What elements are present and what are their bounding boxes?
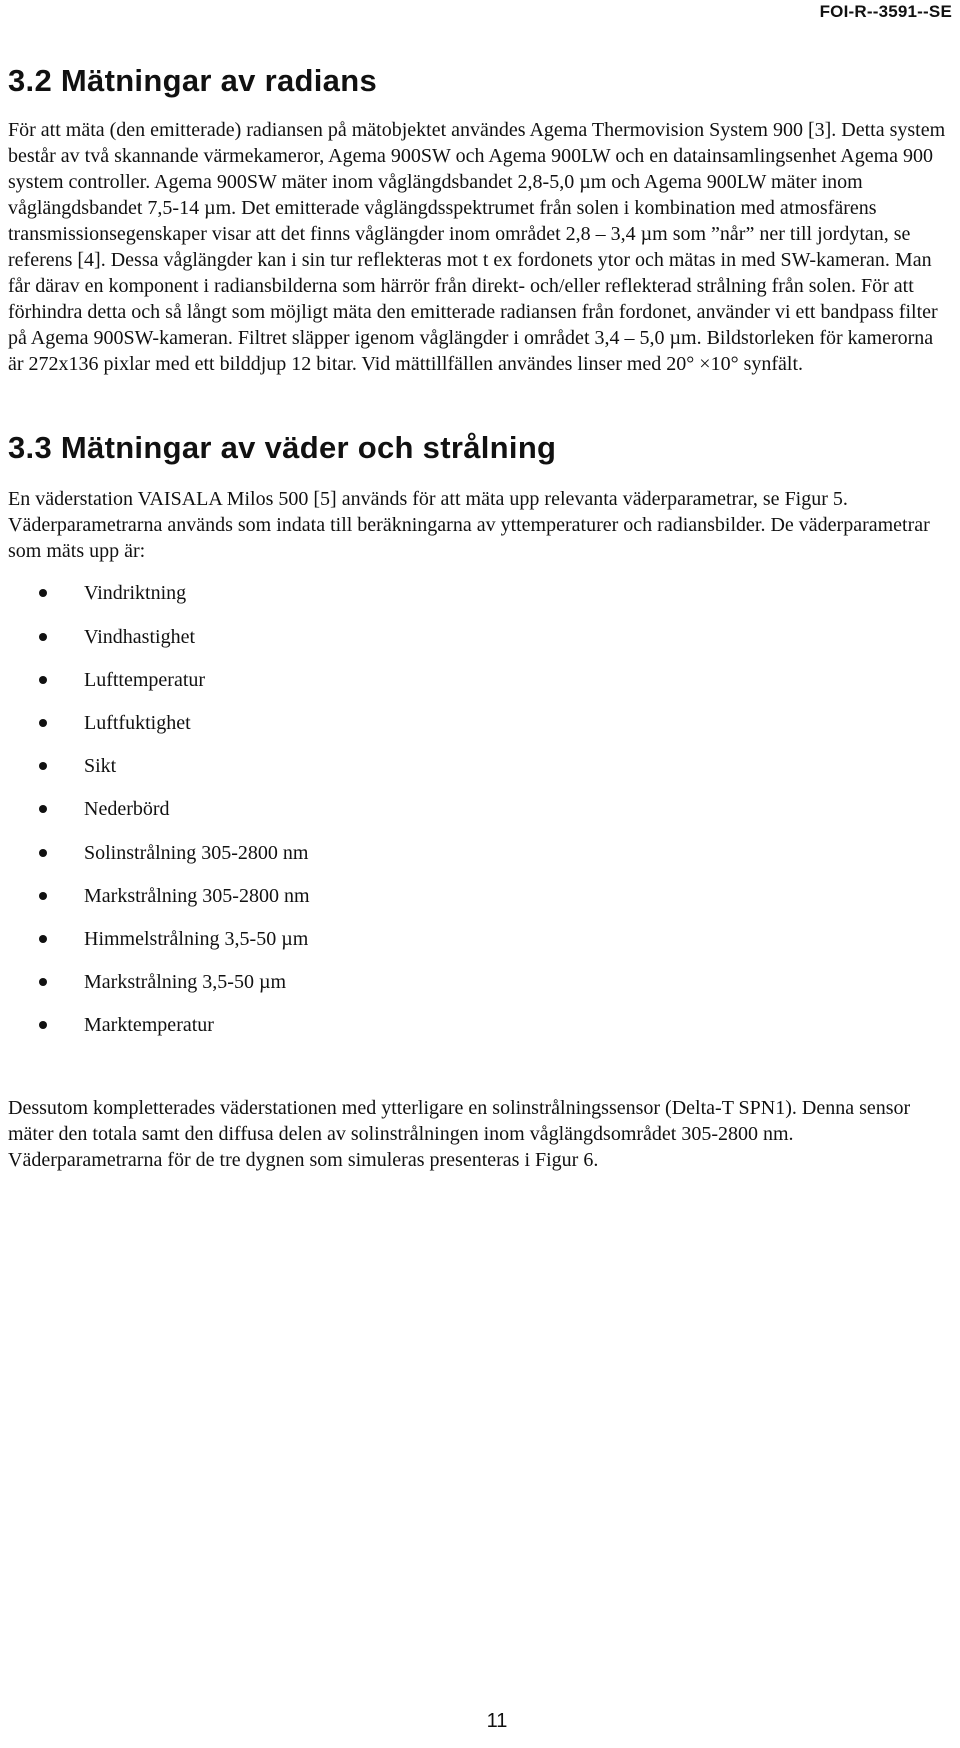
section-heading-3-3: 3.3 Mätningar av väder och strålning xyxy=(8,430,557,466)
section-3-3-outro: Dessutom kompletterades väderstationen med ytterligare en solinstrålningssensor (Delta-T SPN1). Denna sensor mäter den totala samt den diffusa delen av solinstrålningen inom våglängdsområdet 305-2800 nm. Väderparametrarna för de tre dygnen som simuleras presenteras i Figur 6. xyxy=(8,1097,911,1172)
weather-parameter-list xyxy=(8,580,948,1055)
list-item-label: Solinstrålning 305-2800 nm xyxy=(84,841,309,864)
list-item xyxy=(8,1012,948,1055)
bullet-icon xyxy=(39,719,47,727)
list-item-label: Markstrålning 305-2800 nm xyxy=(84,884,310,907)
bullet-icon xyxy=(39,1021,47,1029)
list-item xyxy=(8,667,948,710)
list-item xyxy=(8,753,948,796)
section-3-2-paragraph: För att mäta (den emitterade) radiansen på mätobjektet användes Agema Thermovision System 900 [3]. Detta system består av två skannande värmekameror, Agema 900SW och Agema 900LW och en datainsamlingsenhet Agema 900 system controller. Agema 900SW mäter inom våglängdsbandet 2,8-5,0 µm och Agema 900LW mäter inom våglängdsbandet 7,5-14 µm. Det emitterade våglängdsspektrumet från solen i kombination med atmosfärens transmissionsegenskaper visar att det finns våglängder inom området 2,8 – 3,4 µm som ”når” ner till jordytan, se referens [4]. Dessa våglängder kan i sin tur reflekteras mot t ex fordonets ytor och mätas in med SW-kameran. Man får därav en komponent i radiansbilderna som härrör från direkt- och/eller reflekterad strålning från solen. För att förhindra detta och så långt som möjligt mäta den emitterade radiansen från fordonet, använder vi ett bandpass filter på Agema 900SW-kameran. Filtret släpper igenom våglängder i området 3,4 – 5,0 µm. Bildstorleken för kamerorna är 272x136 pixlar med ett bilddjup 12 bitar. Vid mättillfällen användes linser med 20° ×10° synfält. xyxy=(8,119,946,376)
bullet-icon xyxy=(39,978,47,986)
page-content xyxy=(8,62,948,1173)
list-item-label: Nederbörd xyxy=(84,798,170,821)
list-item xyxy=(8,969,948,1012)
list-item-label: Vindriktning xyxy=(84,582,187,605)
list-item xyxy=(8,624,948,667)
list-item-label: Markstrålning 3,5-50 µm xyxy=(84,971,287,994)
list-item-label: Lufttemperatur xyxy=(84,668,206,691)
list-item xyxy=(8,840,948,883)
bullet-icon xyxy=(39,805,47,813)
bullet-icon xyxy=(39,633,47,641)
list-item xyxy=(8,796,948,839)
section-heading-3-2: 3.2 Mätningar av radians xyxy=(8,63,377,98)
list-item-label: Marktemperatur xyxy=(84,1014,214,1037)
list-item-label: Himmelstrålning 3,5-50 µm xyxy=(84,927,309,950)
list-item-label: Sikt xyxy=(84,755,117,778)
page-number: 11 xyxy=(486,1710,508,1732)
bullet-icon xyxy=(39,892,47,900)
section-3-3-intro: En väderstation VAISALA Milos 500 [5] används för att mäta upp relevanta väderparametrar, se Figur 5. Väderparametrarna används som indata till beräkningarna av yttemperaturer och radiansbilder. De väderparametrar som mäts upp är: xyxy=(8,488,930,563)
bullet-icon xyxy=(39,849,47,857)
bullet-icon xyxy=(39,762,47,770)
bullet-icon xyxy=(39,589,47,597)
list-item-label: Vindhastighet xyxy=(84,625,196,648)
list-item xyxy=(8,883,948,926)
list-item xyxy=(8,926,948,969)
document-reference: FOI-R--3591--SE xyxy=(819,2,952,21)
list-item xyxy=(8,580,948,623)
bullet-icon xyxy=(39,676,47,684)
list-item xyxy=(8,710,948,753)
bullet-icon xyxy=(39,935,47,943)
list-item-label: Luftfuktighet xyxy=(84,711,191,734)
